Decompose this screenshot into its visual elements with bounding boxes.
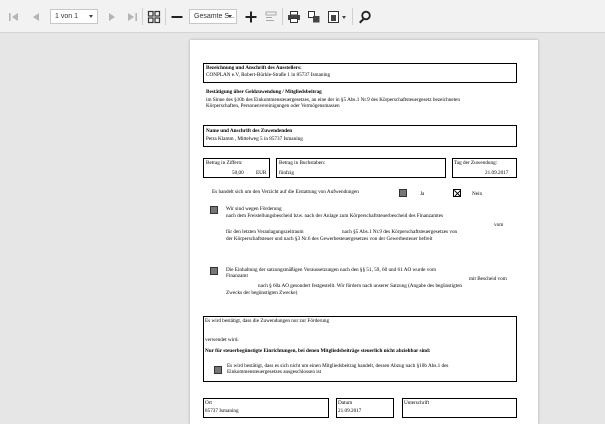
sign-date-label: Datum xyxy=(338,400,353,406)
exemption-checkbox xyxy=(210,206,218,214)
waiver-yes-label: Ja xyxy=(420,191,425,197)
confirmation-note: Nur für steuerbegünstigte Einrichtungen, bei denen Mitgliedsbeiträge steuerlich nicht abziehbar sind: xyxy=(205,348,431,354)
issuer-address: CONPLAN e.V, Robert-Bürkle-Straße 1 in 85737 Ismaning xyxy=(206,72,331,78)
intro-line-2: Körperschaften, Personenvereinigungen oder Vermögensmassen xyxy=(206,103,340,109)
confirmation-line-3: Es wird bestätigt, dass es sich nicht um einen Mitgliedsbeitrag handelt, dessen Abzug nach §10b Abs.1 des xyxy=(227,363,449,369)
statutes-line-3: nach § 60a AO gesondert festgestellt. Wir fördern nach unserer Satzung (Angabe des begünstigten xyxy=(258,283,462,289)
previous-page-icon[interactable] xyxy=(28,9,44,25)
exemption-line-3: vom xyxy=(494,222,504,228)
export-icon[interactable] xyxy=(306,9,322,25)
waiver-no-checkbox xyxy=(453,189,461,197)
signature-label: Unterschrift xyxy=(404,400,430,406)
print-icon[interactable] xyxy=(286,9,302,25)
donation-date-value: 21.09.2017 xyxy=(485,170,509,176)
donor-address: Petra Klamm , Mittelweg 5 in 85737 Ismaning xyxy=(206,136,303,142)
chevron-down-icon xyxy=(228,15,232,18)
amount-words-label: Betrag in Buchstaben: xyxy=(279,160,326,166)
page-select[interactable] xyxy=(50,9,98,24)
last-page-icon[interactable] xyxy=(124,9,140,25)
toolbar-separator xyxy=(165,8,166,25)
exemption-line-1: Wir sind wegen Förderung xyxy=(226,206,282,212)
intro-line-1: im Sinne des §10b des Einkommensteuergesetzes, an eine der in §5 Abs.1 Nr.9 des Körperschaftsteuergesetz bezeichneten xyxy=(206,97,460,103)
exemption-line-4a: für den letzten Veranlagungszeitraum xyxy=(226,229,304,235)
amount-words-value: fünfzig xyxy=(279,170,294,176)
place-label: Ort xyxy=(205,400,212,406)
confirmation-line-2: verwendet wird. xyxy=(205,337,239,343)
report-page xyxy=(190,40,538,424)
confirmation-line-1: Es wird bestätigt, dass die Zuwendungen nur zur Förderung xyxy=(205,318,330,324)
thumbnails-icon[interactable] xyxy=(146,9,162,25)
document-title: Bestätigung über Geldzuwendung / Mitgliedsbeitrag xyxy=(206,89,322,95)
next-page-icon[interactable] xyxy=(104,9,120,25)
membership-checkbox xyxy=(214,366,222,374)
toolbar-separator xyxy=(142,8,143,25)
place-value: 85737 Ismaning xyxy=(205,408,239,414)
page-select-value: 1 von 1 xyxy=(55,13,78,20)
amount-currency: EUR xyxy=(256,170,267,176)
waiver-yes-checkbox xyxy=(399,189,407,197)
issuer-heading: Bezeichnung und Anschrift des Ausstellers: xyxy=(206,65,302,71)
exemption-line-5: der Körperschaftsteuer und nach §3 Nr.6 des Gewerbesteuergesetzes von der Gewerbesteuer befreit xyxy=(226,236,433,242)
zoom-select-value: Gesamte S... xyxy=(194,13,235,20)
chevron-down-icon xyxy=(89,15,93,18)
statutes-line-1: Die Einhaltung der satzungsmäßigen Voraussetzungen nach den §§ 51, 59, 60 und 61 AO wurde vom xyxy=(226,267,437,273)
statutes-line-2b: mit Bescheid vom xyxy=(469,276,507,282)
amount-digits-label: Betrag in Ziffern: xyxy=(206,160,243,166)
toolbar-separator xyxy=(282,8,283,25)
waiver-question: Es handelt sich um den Verzicht auf die Erstattung von Aufwendungen xyxy=(212,189,359,195)
donor-heading: Name und Anschrift des Zuwendenden xyxy=(206,128,293,134)
amount-digits-value: 50,00 xyxy=(232,170,244,176)
confirmation-line-4: Einkommensteuergesetzes ausgeschlossen ist xyxy=(227,369,322,375)
statutes-checkbox xyxy=(210,267,218,275)
search-icon[interactable] xyxy=(357,9,373,25)
toolbar-separator xyxy=(352,8,353,25)
zoom-select[interactable] xyxy=(189,9,237,24)
save-icon[interactable] xyxy=(326,9,348,25)
report-viewer-toolbar xyxy=(0,0,605,33)
zoom-in-icon[interactable] xyxy=(243,9,259,25)
zoom-out-icon[interactable] xyxy=(169,9,185,25)
exemption-line-2: nach dem Freistellungsbescheid bzw. nach der Anlage zum Körperschaftsteuerbescheid des Finanzamtes xyxy=(226,213,444,219)
statutes-line-2a: Finanzamt xyxy=(226,273,248,279)
first-page-icon[interactable] xyxy=(6,9,22,25)
statutes-line-4: Zwecks der begünstigten Zwecke) xyxy=(226,290,298,296)
exemption-line-4b: nach §5 Abs.1 Nr.9 des Körperschaftsteuergesetzes von xyxy=(342,229,458,235)
fit-icon[interactable] xyxy=(263,9,279,25)
sign-date-value: 21.09.2017 xyxy=(338,408,362,414)
donation-date-label: Tag der Zuwendung: xyxy=(454,160,498,166)
waiver-no-label: Nein xyxy=(472,191,483,197)
